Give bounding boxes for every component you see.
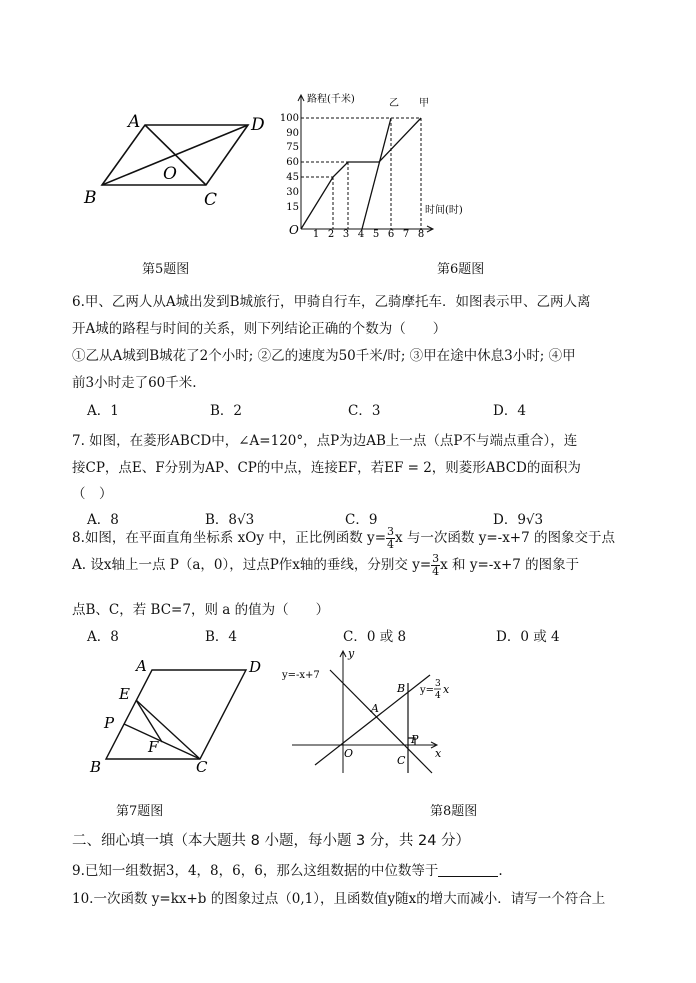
label-jia: 甲 [419, 98, 429, 109]
label-e: E [119, 685, 130, 703]
label-c: C [196, 758, 208, 776]
q8-line-2 [72, 553, 579, 578]
fig6-caption: 第6题图 [437, 262, 485, 277]
x-tick: 6 [387, 229, 395, 240]
svg-text:3: 3 [435, 679, 441, 689]
label-b: B [84, 188, 97, 208]
label-yi: 乙 [389, 98, 399, 109]
label-y: y [348, 647, 355, 660]
q8-line-1-a: 8.如图，在平面直角坐标系 xOy 中，正比例函数 y= [72, 530, 386, 546]
q6-line-2: 开A城的路程与时间的关系，则下列结论正确的个数为（ ） [72, 321, 447, 337]
y-tick: 75 [286, 142, 299, 153]
figure-5 [78, 105, 278, 215]
q8-option-a: A．8 [87, 629, 119, 645]
fig7-caption: 第7题图 [116, 804, 164, 819]
q8-line-1 [72, 526, 615, 551]
q8-option-b: B．4 [205, 629, 238, 645]
origin-label: O [289, 223, 299, 237]
label-d: D [251, 115, 265, 135]
section-heading: 二、细心填一填（本大题共 8 小题，每小题 3 分，共 24 分） [72, 833, 471, 849]
q9-line [72, 859, 503, 879]
x-tick: 7 [402, 229, 410, 240]
label-x: x [435, 747, 442, 760]
q7-line-2: 接CP，点E、F分别为AP、CP的中点，连接EF，若EF = 2，则菱形ABCD的面积为 [72, 460, 581, 476]
q9-end: . [498, 863, 503, 879]
label-p: P [104, 714, 115, 732]
label-f: F [148, 738, 159, 756]
rhombus-abcd [106, 670, 246, 759]
q7-option-c: C．9 [345, 512, 378, 528]
fig5-caption: 第5题图 [142, 262, 190, 277]
x-axis-label: 时间(时) [425, 205, 463, 216]
line-yi [362, 118, 391, 229]
label-a: A [128, 112, 141, 132]
label-a: A [136, 657, 147, 675]
x-tick: 8 [417, 229, 425, 240]
label-o: O [163, 164, 177, 184]
line2-label [419, 679, 450, 701]
q6-line-1: 6.甲、乙两人从A城出发到B城旅行，甲骑自行车，乙骑摩托车．如图表示甲、乙两人离 [72, 294, 591, 310]
q8-option-c: C．0 或 8 [343, 629, 407, 645]
answer-blank[interactable] [438, 864, 498, 877]
label-c: C [397, 754, 406, 767]
label-b: B [90, 758, 102, 776]
q7-option-b: B．8√3 [205, 512, 255, 528]
label-b: B [397, 682, 406, 695]
q9-text: 9.已知一组数据3，4，8，6，6，那么这组数据的中位数等于 [72, 863, 439, 879]
figure-6 [279, 88, 485, 240]
y-tick: 15 [286, 202, 299, 213]
q8-line-3: 点B、C，若 BC=7，则 a 的值为（ ） [72, 602, 330, 618]
q8-line-2-a: A. 设x轴上一点 P（a，0），过点P作x轴的垂线，分别交 y= [72, 557, 432, 573]
y-tick: 60 [286, 157, 299, 168]
q6-option-b: B．2 [210, 403, 243, 419]
x-tick: 3 [342, 229, 350, 240]
svg-text:x: x [443, 683, 450, 696]
q8-option-d: D．0 或 4 [496, 629, 560, 645]
label-d: D [249, 658, 262, 676]
x-tick: 2 [327, 229, 335, 240]
figure-7 [84, 655, 284, 780]
y-tick: 100 [279, 113, 299, 124]
label-o: O [344, 747, 354, 760]
y-tick: 90 [286, 128, 299, 139]
q6-option-d: D．4 [493, 403, 526, 419]
q8-line-2-b: x 和 y=-x+7 的图象于 [440, 557, 580, 573]
label-a: A [371, 702, 379, 715]
q6-option-c: C．3 [348, 403, 381, 419]
q7-line-3: （ ） [72, 486, 113, 502]
q7-option-a: A．8 [87, 512, 119, 528]
q7-option-d: D．9√3 [493, 512, 544, 528]
segment-ec [136, 700, 200, 759]
q6-line-4: 前3小时走了60千米. [72, 375, 197, 391]
line-jia [301, 118, 421, 229]
q6-line-3: ①乙从A城到B城花了2个小时; ②乙的速度为50千米/时; ③甲在途中休息3小时; ④甲 [72, 348, 576, 364]
x-tick: 1 [312, 229, 320, 240]
y-tick: 45 [286, 172, 299, 183]
x-tick: 5 [372, 229, 380, 240]
q8-line-1-b: x 与一次函数 y=-x+7 的图象交于点 [395, 530, 616, 546]
y-axis-label: 路程(千米) [307, 94, 355, 105]
q7-line-1: 7. 如图，在菱形ABCD中，∠A=120°，点P为边AB上一点（点P不与端点重合），连 [72, 433, 578, 449]
figure-8 [280, 645, 470, 785]
fraction-3-4: $\frac{3}{4}$ [387, 525, 394, 551]
line-y-3-4-x [315, 675, 430, 765]
fig8-caption: 第8题图 [430, 804, 478, 819]
line1-label: y=-x+7 [282, 670, 320, 681]
q6-option-a: A．1 [87, 403, 119, 419]
q10-line: 10.一次函数 y=kx+b 的图象过点（0,1），且函数值y随x的增大而减小．请写一个符合上 [72, 891, 606, 907]
label-p: P [411, 733, 419, 746]
label-c: C [204, 190, 218, 210]
svg-text:y=: y= [420, 685, 435, 696]
fraction-3-4: $\frac{3}{4}$ [432, 552, 440, 578]
svg-text:4: 4 [435, 691, 441, 701]
x-tick: 4 [357, 229, 365, 240]
y-tick: 30 [286, 187, 299, 198]
